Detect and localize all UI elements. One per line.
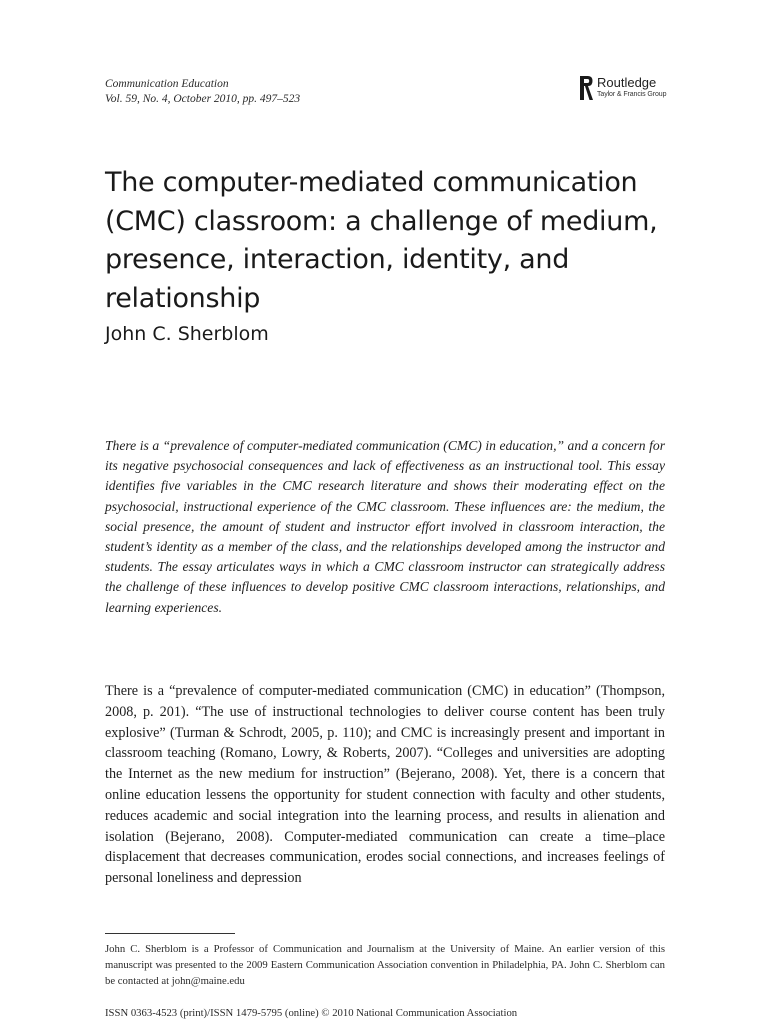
abstract: There is a “prevalence of computer-mediated communication (CMC) in education,” and a concern for its negative psychosocial consequences and lack of effectiveness as an instructional tool. This essay identifies five variables in the CMC research literature and shows their moderating effect on the psychosocial, instructional experience of the CMC classroom. These influences are: the medium, the social presence, the amount of student and instructor effort involved in classroom interaction, the student’s identity as a member of the class, and the relationships developed among the instructor and students. The essay articulates ways in which a CMC classroom instructor can strategically address the challenge of these influences to develop positive CMC classroom interactions, relationships, and learning experiences. <box>105 438 665 615</box>
publisher-text <box>597 76 666 99</box>
publisher-group: Taylor & Francis Group <box>597 91 667 98</box>
journal-citation: Vol. 59, No. 4, October 2010, pp. 497–523 <box>105 93 301 105</box>
issn-line: ISSN 0363-4523 (print)/ISSN 1479-5795 (online) © 2010 National Communication Association <box>105 1007 518 1019</box>
journal-name: Communication Education <box>105 78 229 90</box>
article-title: The computer-mediated communication (CMC) classroom: a challenge of medium, presence, interaction, identity, and relationship <box>105 167 658 314</box>
footnote-divider <box>105 933 235 934</box>
body-paragraph: There is a “prevalence of computer-mediated communication (CMC) in education” (Thompson, 2008, p. 201). “The use of instructional technologies to deliver course content has been truly explosive” (Turman & Schrodt, 2005, p. 110); and CMC is increasingly present and important in classroom teaching (Romano, Lowry, & Roberts, 2007). “Colleges and universities are adopting the Internet as the new medium for instruction” (Bejerano, 2008). Yet, there is a concern that online education lessens the opportunity for student connection with faculty and other students, reduces academic and social integration into the learning process, and results in alienation and isolation (Bejerano, 2008). Computer-mediated communication can create a time–place displacement that decreases communication, erodes social connections, and increases feelings of personal loneliness and depression <box>105 683 665 887</box>
article-author: John C. Sherblom <box>105 323 269 345</box>
journal-info <box>105 77 300 107</box>
routledge-r-logo-icon <box>580 76 593 100</box>
publisher-logo <box>580 76 666 100</box>
publisher-name: Routledge <box>597 75 657 90</box>
author-footnote: John C. Sherblom is a Professor of Communication and Journalism at the University of Maine. An earlier version of this manuscript was presented to the 2009 Eastern Communication Association convention in Philadelphia, PA. John C. Sherblom can be contacted at john@maine.edu <box>105 943 665 987</box>
